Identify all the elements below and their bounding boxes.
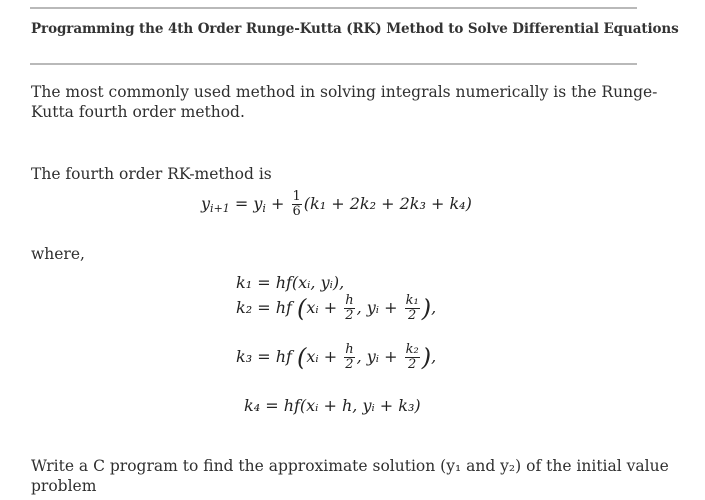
intro-line-1: The most commonly used method in solving integrals numerically is the Runge- <box>31 83 658 101</box>
eq-frac-den: 6 <box>292 204 301 219</box>
k2-mid: , yᵢ + <box>356 298 403 317</box>
k2-equation <box>236 294 436 323</box>
eq-paren: (k₁ + 2k₂ + 2k₃ + k₄) <box>303 194 472 213</box>
k3-k-den: 2 <box>408 357 417 372</box>
task-line-2: problem <box>31 477 97 495</box>
eq-y: y <box>253 194 263 213</box>
k3-h-den: 2 <box>345 357 354 372</box>
eq-y-sub: i <box>262 202 266 215</box>
task-line-1: Write a C program to find the approximate solution (y₁ and y₂) of the initial value <box>31 457 669 475</box>
intro-line-2: Kutta fourth order method. <box>31 103 245 121</box>
eq-fraction <box>292 190 302 219</box>
k2-k-fraction <box>405 294 420 323</box>
k2-k-den: 2 <box>408 308 417 323</box>
k3-lhs: k₃ = hf <box>236 347 292 366</box>
k1-equation: k₁ = hf(xᵢ, yᵢ), <box>236 273 345 292</box>
k3-mid: , yᵢ + <box>356 347 403 366</box>
eq-frac-num: 1 <box>292 189 301 204</box>
eq-equals: = <box>229 194 254 213</box>
k3-h-fraction <box>344 343 354 372</box>
k2-end: , <box>431 298 437 317</box>
k3-x: xᵢ + <box>306 347 343 366</box>
k3-k-num: k₂ <box>405 342 419 357</box>
page-title: Programming the 4th Order Runge-Kutta (RK) Method to Solve Differential Equations <box>31 21 679 37</box>
k3-h-num: h <box>345 342 354 357</box>
title-rule <box>30 63 637 65</box>
k3-equation <box>236 343 436 372</box>
k3-close-paren: ) <box>421 343 432 372</box>
k2-h-den: 2 <box>345 308 354 323</box>
intro-paragraph <box>31 82 657 122</box>
task-paragraph <box>31 456 669 496</box>
eq-lhs: y <box>201 194 211 213</box>
k3-open-paren: ( <box>297 343 307 372</box>
eq-plus: + <box>265 194 290 213</box>
k2-x: xᵢ + <box>306 298 343 317</box>
k2-h-fraction <box>344 294 354 323</box>
rk-intro-text: The fourth order RK-method is <box>31 165 272 183</box>
where-label: where, <box>31 245 85 263</box>
k2-k-num: k₁ <box>405 293 419 308</box>
k2-close-paren: ) <box>421 294 432 323</box>
eq-lhs-sub: i+1 <box>210 202 230 215</box>
k2-open-paren: ( <box>297 294 307 323</box>
rk-main-equation <box>201 190 472 219</box>
k2-h-num: h <box>345 293 354 308</box>
top-rule <box>30 7 637 9</box>
k2-lhs: k₂ = hf <box>236 298 292 317</box>
k3-k-fraction <box>405 343 420 372</box>
k4-equation: k₄ = hf(xᵢ + h, yᵢ + k₃) <box>244 396 421 415</box>
k3-end: , <box>431 347 437 366</box>
